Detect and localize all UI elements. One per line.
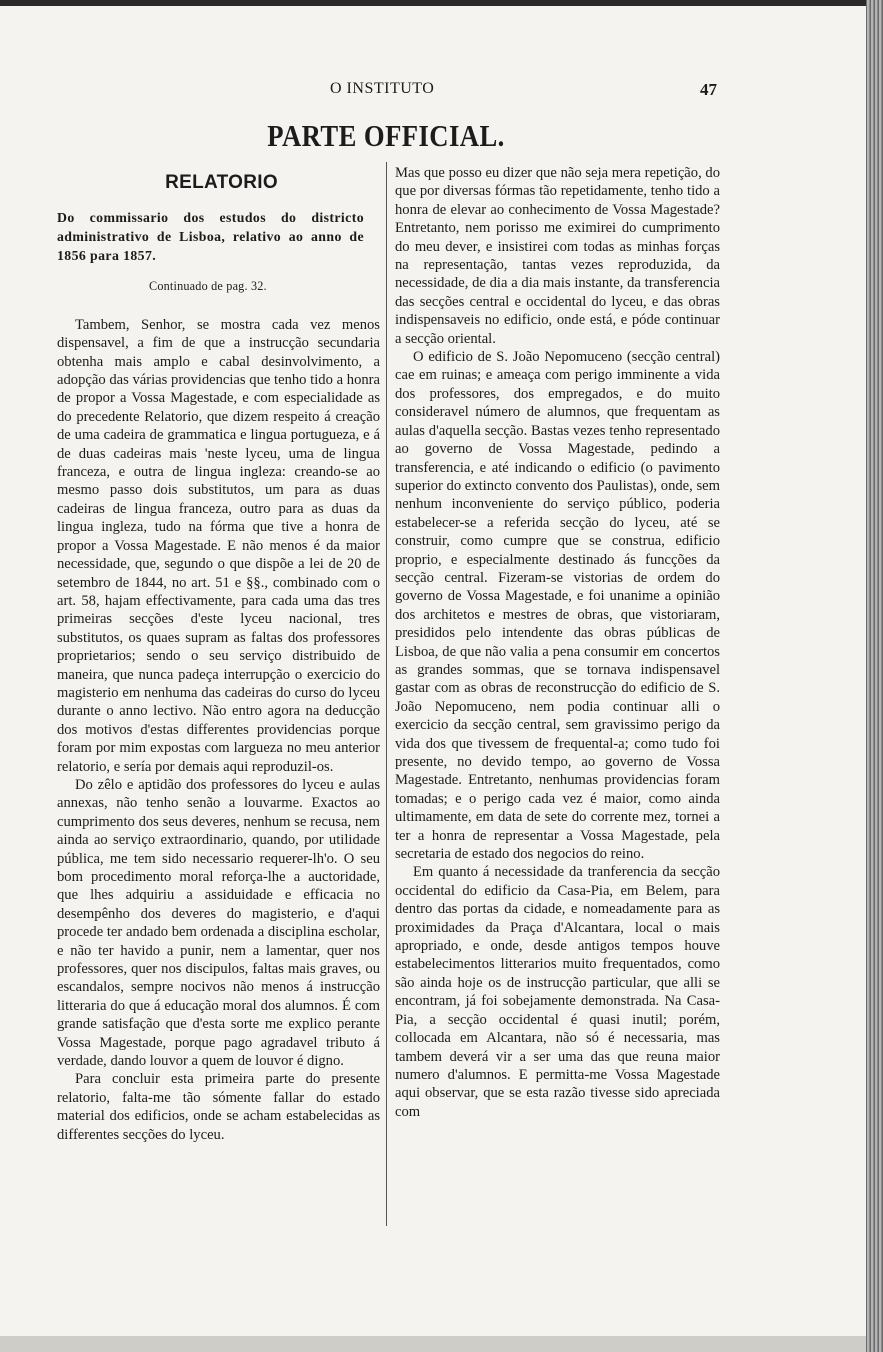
paragraph: Tambem, Senhor, se mostra cada vez menos dispensavel, a fim de que a instrucção secundaria obtenha mais amplo e cabal desinvolvimento, a adopção das várias providencias que tenho tido a honra de propor a Vossa Magestade, e com especialidade as do precedente Relatorio, que dizem respeito á creação de uma cadeira de grammatica e lingua portugueza, e á de duas cadeiras mais 'neste lyceu, uma de lingua franceza, e outra de lingua ingleza: creando-se ao mesmo passo dois substitutos, um para as duas cadeiras de lingua franceza, outro para as duas da lingua ingleza, tudo na fórma que tive a honra de propor a Vossa Magestade. E não menos é da maior necessidade, que, segundo o que dispõe a lei de 20 de setembro de 1844, no art. 51 e §§., combinado com o art. 58, hajam effectivamente, para cada uma das tres primeiras secções d'este lyceu nacional, tres substitutos, os quaes supram as faltas dos professores proprietarios; sendo o seu serviço distribuido de maneira, que nunca padeça interrupção o exercicio do magisterio em nenhuma das cadeiras do curso do lyceu durante o anno lectivo. Não entro agora na deducção dos motivos d'estas differentes providencias porque foram por mim expostas com largueza no meu anterior relatorio, e sería por demais aqui reproduzil-os. <box>57 316 380 775</box>
running-title: O INSTITUTO <box>330 80 435 97</box>
paragraph: Do zêlo e aptidão dos professores do lyceu e aulas annexas, não tenho senão a louvarme. Exactos ao cumprimento dos seus deveres, nenhum se recusa, nem ainda ao serviço extraordinario, quando, por utilidade pública, me tem sido necessario requerer-lh'o. O seu bom procedimento moral reforça-lhe a auctoridade, que lhes adquiriu a assiduidade e efficacia no desempênho dos deveres do magisterio, e d'aqui procede ter andado bem ordenada a disciplina escholar, e não ter havido a punir, nem a lamentar, quer nos professores, quer nos discipulos, faltas mais graves, ou escandalos, sempre nocivos não menos á instrucção litteraria do que á educação moral dos alumnos. É com grande satisfação que d'esta sorte me explico perante Vossa Magestade, porque pago agradavel tributo á verdade, dando louvor a quem de louvor é digno. <box>57 776 380 1070</box>
bottom-edge <box>0 1336 866 1352</box>
paragraph: O edificio de S. João Nepomuceno (secção central) cae em ruinas; e ameaça com perigo imminente a vida dos professores, dos empregados, e do muito consideravel número de alumnos, que frequentam as aulas d'aquella secção. Bastas vezes tenho representado ao governo de Vossa Magestade, pedindo a transferencia, e até indicando o edificio (o pavimento superior do extincto convento dos Paulistas), onde, sem nenhum inconveniente do serviço público, poderia estabelecer-se a referida secção do lyceu, até se construir, como cumpre que se construa, edificio proprio, e especialmente destinado ás funcções da secção central. Fizeram-se vistorias de ordem do governo de Vossa Magestade, e foi unanime a opinião dos architetos e mestres de obras, que vistoriaram, presididos pelo intendente das obras públicas de Lisboa, de que não valia a pena consumir em concertos as grandes sommas, que se tornava indispensavel gastar com as obras de reconstrucção do edificio de S. João Nepomuceno, nem podia continuar alli o exercicio da secção central, sem gravissimo perigo da vida dos que tivessem de frequental-a; como tudo foi presente, no devido tempo, ao governo de Vossa Magestade. Entretanto, nenhumas providencias foram tomadas; e o perigo cada vez é maior, como ainda ultimamente, em data de sete do corrente mez, tornei a ter a honra de representar a Vossa Magestade, pela secretaria de estado dos negocios do reino. <box>395 349 720 863</box>
left-column <box>57 164 380 1144</box>
paragraph: Para concluir esta primeira parte do presente relatorio, falta-me tão sómente fallar do estado material dos edificios, onde se acham estabelecidas as differentes secções do lyceu. <box>57 1071 380 1143</box>
paragraph: Mas que posso eu dizer que não seja mera repetição, do que por diversas fórmas tão repetidamente, tenho tido a honra de elevar ao conhecimento de Vossa Magestade? Entretanto, nem porisso me eximirei do cumprimento do meu dever, e insistirei com todas as minhas forças na representação, tantas vezes reproduzida, da necessidade, de dia a dia mais instante, da transferencia das secções central e occidental do lyceu, e das obras indispensaveis no edificio, onde está, e póde continuar a secção oriental. <box>395 165 720 347</box>
page-number: 47 <box>700 80 717 99</box>
section-title: PARTE OFFICIAL. <box>267 118 505 153</box>
page-stack-edge <box>866 0 883 1352</box>
paragraph: Em quanto á necessidade da tranferencia da secção occidental do edificio da Casa-Pia, em Belem, para dentro das portas da cidade, e nomeadamente para as proximidades da Praça d'Alcantara, local o mais apropriado, e onde, desde antigos tempos houve estabelecimentos litterarios muito frequentados, como são ainda hoje os de instrucção particular, que alli se encontram, já foi sobejamente demonstrada. Na Casa-Pia, a secção occidental é quasi inutil; porém, collocada em Alcantara, não só é necessaria, mas tambem deverá vir a ser uma das que reuna maior numero d'alumnos. E permitta-me Vossa Magestade aqui observar, que se esta razão tivesse sido apreciada com <box>395 864 720 1120</box>
report-title: RELATORIO <box>165 172 278 193</box>
right-column <box>395 164 720 1121</box>
report-subtitle: Do commissario dos estudos do districto administrativo de Lisboa, relativo ao anno de 1856 para 1857. <box>57 210 364 264</box>
book-page <box>0 6 866 1336</box>
running-head <box>0 80 866 102</box>
column-divider <box>386 162 387 1226</box>
continuation-note: Continuado de pag. 32. <box>149 279 267 294</box>
